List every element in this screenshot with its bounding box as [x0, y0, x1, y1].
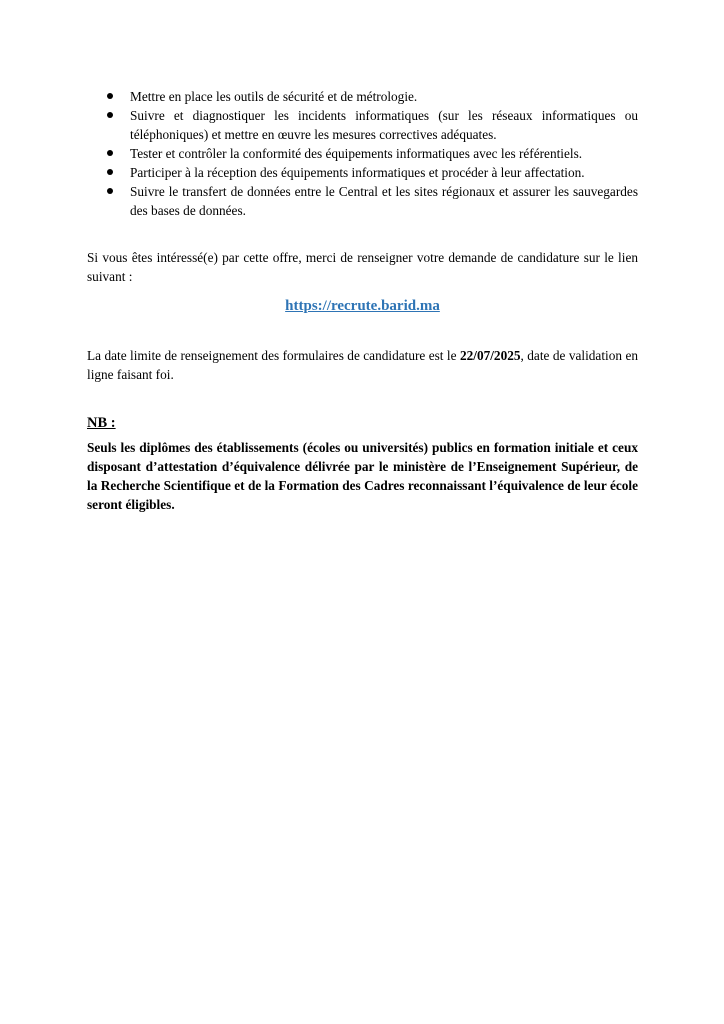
- bullet-icon: [107, 150, 113, 156]
- task-text: Mettre en place les outils de sécurité et de métrologie.: [130, 89, 418, 104]
- task-text: Participer à la réception des équipements informatiques et procéder à leur affectation.: [130, 165, 585, 180]
- list-item: [87, 163, 638, 182]
- task-text: Suivre le transfert de données entre le Central et les sites régionaux et assurer les sauvegardes des bases de données.: [130, 184, 638, 218]
- task-list: [87, 87, 638, 220]
- document-page: [87, 87, 638, 514]
- nb-text: Seuls les diplômes des établissements (écoles ou universités) publics en formation initiale et ceux disposant d’attestation d’équivalence délivrée par le ministère de l’Enseignement Supérieur, de la Recherche Scientifique et de la Formation des Cadres reconnaissant l’équivalence de leur école seront éligibles.: [87, 440, 638, 512]
- list-item: [87, 144, 638, 163]
- application-link-container: [87, 298, 638, 315]
- application-intro: Si vous êtes intéressé(e) par cette offre, merci de renseigner votre demande de candidature sur le lien suivant :: [87, 250, 638, 284]
- deadline-text: La date limite de renseignement des formulaires de candidature est le: [87, 348, 460, 363]
- bullet-icon: [107, 169, 113, 175]
- nb-heading: NB :: [87, 415, 116, 431]
- list-item: [87, 182, 638, 220]
- application-link[interactable]: https://recrute.barid.ma: [285, 298, 440, 314]
- deadline-text-end: , date de validation en ligne faisant foi.: [87, 348, 638, 382]
- deadline-paragraph: [87, 346, 638, 384]
- list-item: [87, 106, 638, 144]
- deadline-date: 22/07/2025: [459, 348, 521, 363]
- bullet-icon: [107, 93, 113, 99]
- bullet-icon: [107, 112, 113, 118]
- bullet-icon: [107, 188, 113, 194]
- task-text: Tester et contrôler la conformité des équipements informatiques avec les référentiels.: [130, 146, 583, 161]
- list-item: [87, 87, 638, 106]
- task-text: Suivre et diagnostiquer les incidents informatiques (sur les réseaux informatiques ou téléphoniques) et mettre en œuvre les mesures correctives adéquates.: [130, 108, 638, 142]
